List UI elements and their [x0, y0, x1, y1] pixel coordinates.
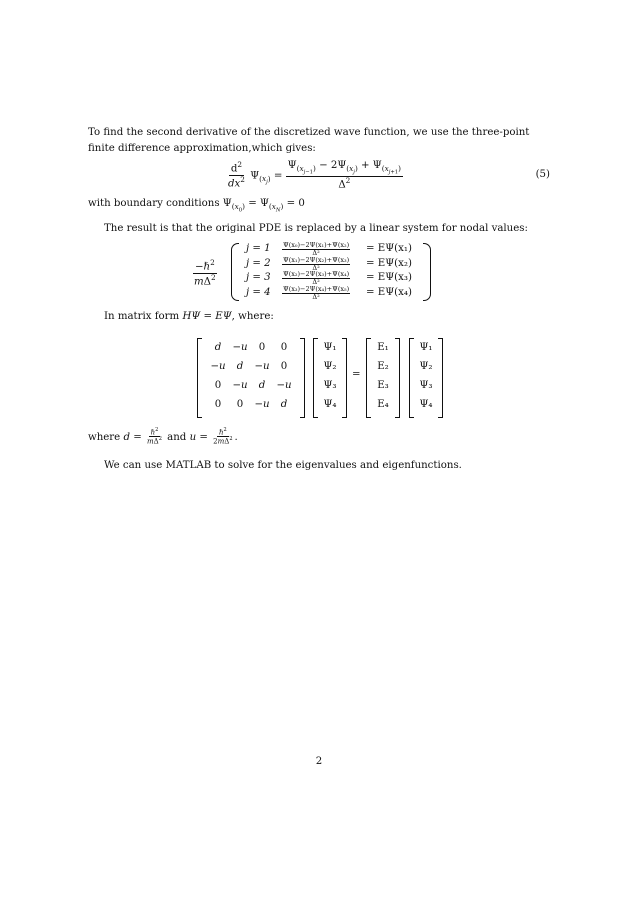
where-prefix: where [88, 431, 121, 443]
paragraph-matrix-form [88, 309, 558, 325]
system-row-index: j = 2 [246, 257, 271, 269]
page-number: 2 [315, 756, 323, 767]
vector-E-cell: E₂ [377, 361, 389, 372]
vector-psi-cell: Ψ₃ [323, 380, 337, 391]
system-row-fraction [282, 286, 350, 301]
equation-5-body: $\frac{d^2}{dx^2}$ $\Psi_{(x_j)}$ = $\frac{\Psi_{(x_{j-1})} - 2\Psi_{(x_j)} + \Psi_{(x_{j+1})}}{\Delta^2}$ [228, 159, 402, 190]
matrix-form-suffix: , where: [231, 311, 274, 322]
left-brace [231, 243, 239, 301]
system-row-fraction [282, 271, 350, 286]
matrix-H-cell: 0 [258, 342, 266, 353]
matrix-H-cell: −u [254, 361, 270, 372]
vector-psi-cell: Ψ₂ [419, 361, 433, 372]
vector-psi-cell: Ψ₂ [323, 361, 337, 372]
system-row-numerator: Ψ(x₃)−2Ψ(x₄)+Ψ(x₅) [283, 284, 350, 293]
matrix-H-cell: d [258, 380, 266, 391]
system-row-rhs: = EΨ(x₃) [366, 272, 412, 283]
system-row-numerator: Ψ(x₁)−2Ψ(x₂)+Ψ(x₃) [283, 255, 350, 264]
matrix-H-cell: −u [276, 380, 292, 391]
matrix-H-cell: −u [210, 361, 226, 372]
vector-psi-left [313, 338, 347, 418]
matrix-equation [0, 338, 638, 418]
vector-E-cell: E₃ [377, 380, 389, 391]
system-row-numerator: Ψ(x₂)−2Ψ(x₃)+Ψ(x₄) [283, 270, 350, 278]
system-row [246, 284, 424, 302]
matrix-H-cell: d [214, 342, 222, 353]
matrix-H-cell: 0 [280, 342, 288, 353]
vector-psi-right [409, 338, 443, 418]
boundary-prefix: with boundary conditions [88, 198, 220, 209]
vector-E [366, 338, 400, 418]
system-prefactor: $\frac{-\hbar^2}{m\Delta^2}$ [194, 258, 216, 288]
right-brace [423, 243, 431, 301]
system-row-denominator: Δ² [312, 278, 320, 286]
matrix-H-cell: −u [232, 342, 248, 353]
matrix-H-cell: 0 [280, 361, 288, 372]
system-row-index: j = 1 [246, 243, 271, 254]
matrix-H-cell: d [236, 361, 244, 372]
paragraph-intro: To find the second derivative of the discretized wave function, we use the three-point finite difference approximation,which gives: [88, 127, 530, 154]
vector-psi-cell: Ψ₁ [323, 342, 337, 353]
equation-number: (5) [535, 169, 550, 180]
vector-psi-cell: Ψ₃ [419, 380, 433, 391]
and-word: and [167, 431, 187, 443]
system-row-denominator: Δ² [312, 263, 320, 272]
matrix-form-expression: HΨ = EΨ [182, 311, 232, 322]
matrix-H-cell: −u [254, 399, 270, 410]
system-row-fraction [282, 242, 350, 257]
matrix-H-cell: −u [232, 380, 248, 391]
vector-E-cell: E₁ [377, 342, 389, 353]
matrix-H-cell: d [280, 399, 288, 410]
vector-E-cell: E₄ [377, 399, 389, 410]
system-row-rhs: = EΨ(x₁) [366, 243, 412, 254]
matrix-H-cell: 0 [236, 399, 244, 410]
matrix-H-cell: 0 [214, 380, 222, 391]
system-braces [231, 243, 431, 301]
paragraph-system: The result is that the original PDE is replaced by a linear system for nodal values: [104, 223, 528, 234]
system-row-rhs: = EΨ(x₄) [366, 286, 412, 298]
system-row-rhs: = EΨ(x₂) [366, 257, 412, 269]
where-definitions: where d = $\frac{\hbar^2}{m\Delta^2}$ and u = $\frac{\hbar^2}{2m\Delta^2}$ . [88, 427, 238, 446]
boundary-conditions: with boundary conditions $\Psi_{(x_0)} = \Psi_{(x_N)} = 0$ [88, 198, 305, 214]
vector-psi-cell: Ψ₁ [419, 342, 433, 353]
equation-5 [0, 160, 638, 194]
system-row-denominator: Δ² [312, 292, 320, 301]
system-row-numerator: Ψ(x₀)−2Ψ(x₁)+Ψ(x₂) [283, 241, 350, 249]
matrix-H [197, 338, 305, 418]
matrix-form-prefix: In matrix form [104, 311, 180, 322]
paragraph-matlab: We can use MATLAB to solve for the eigenvalues and eigenfunctions. [104, 460, 462, 471]
vector-psi-cell: Ψ₄ [323, 399, 337, 410]
system-row-index: j = 3 [246, 272, 271, 283]
system-row-index: j = 4 [246, 286, 271, 298]
vector-psi-cell: Ψ₄ [419, 399, 433, 410]
system-row-denominator: Δ² [312, 249, 320, 257]
linear-system [0, 243, 638, 303]
equals-sign: = [352, 369, 361, 380]
system-rows [246, 243, 424, 301]
matrix-H-cell: 0 [214, 399, 222, 410]
